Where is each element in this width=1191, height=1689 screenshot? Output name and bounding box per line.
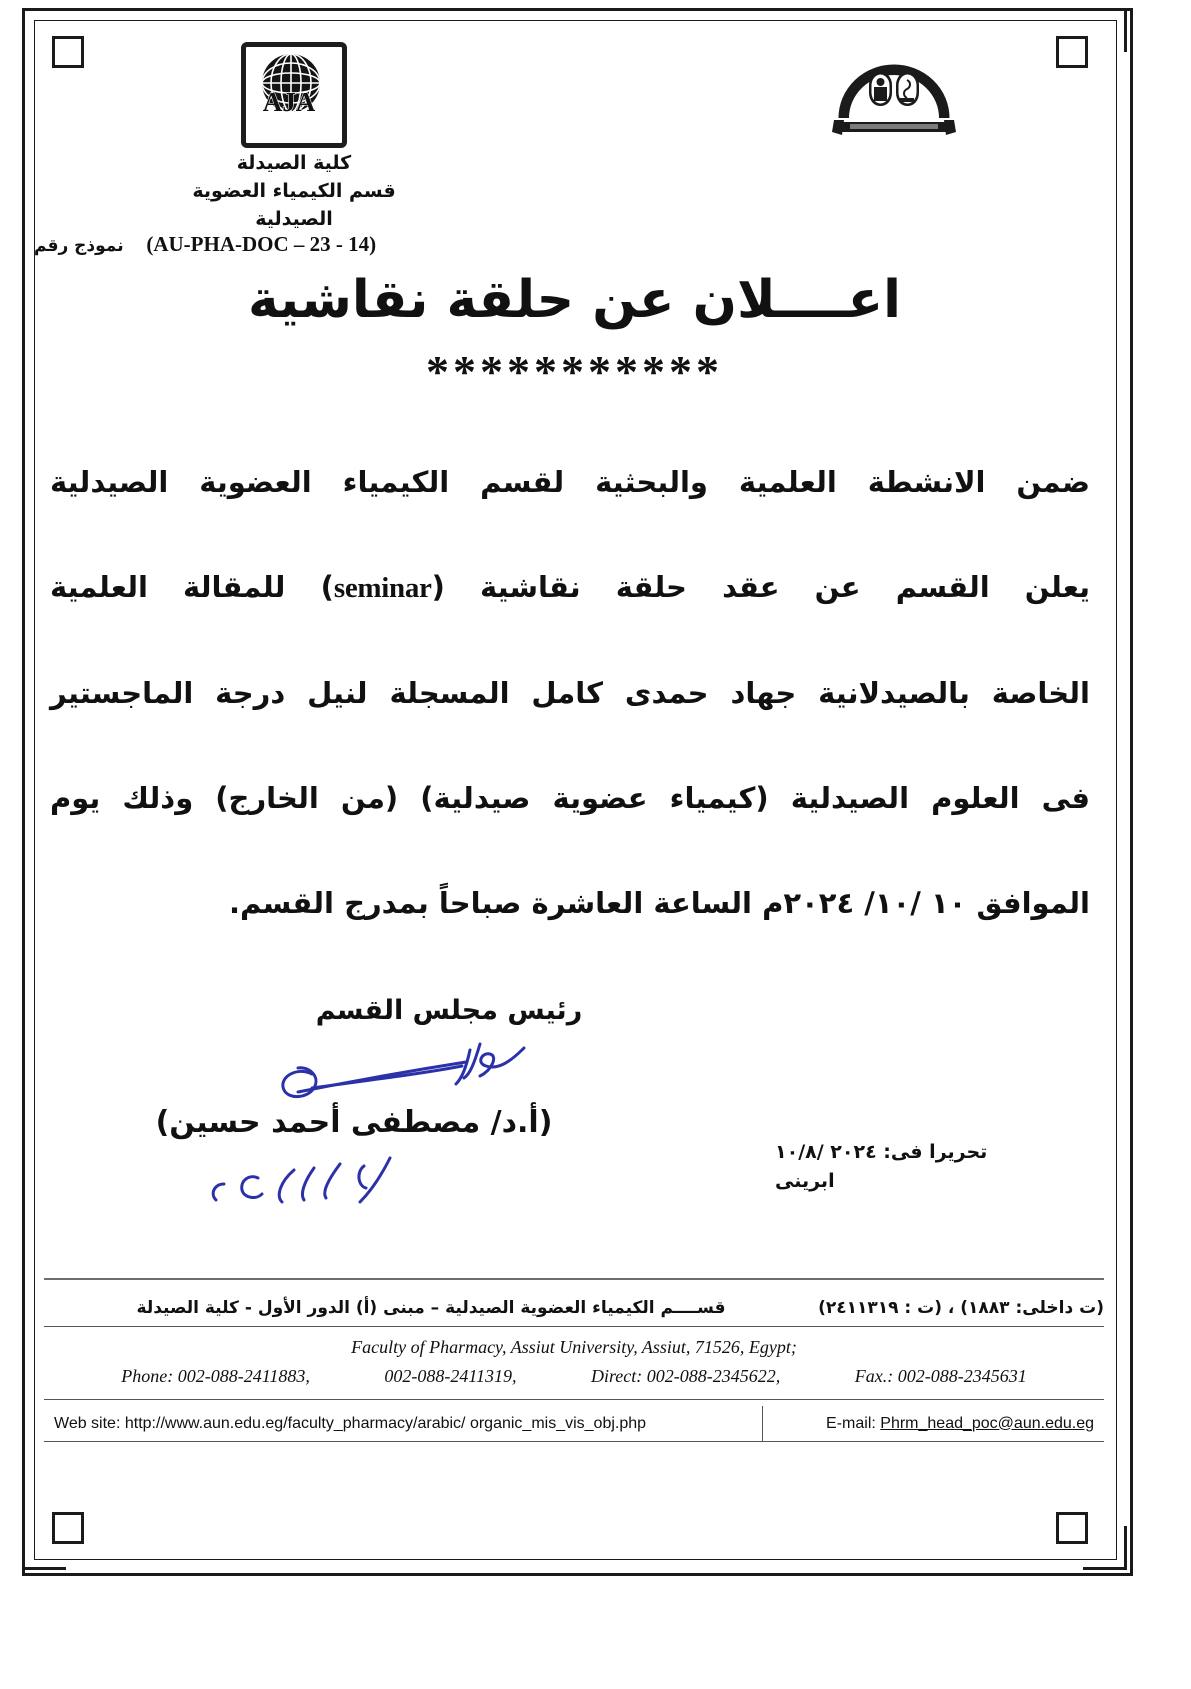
body-line-2-part-b: ) للمقالة العلمية: [50, 570, 334, 604]
document-page: [34, 20, 1115, 1558]
footer-faculty-address: Faculty of Pharmacy, Assiut University, Assiut, 71526, Egypt;: [351, 1337, 797, 1357]
body-line-3: الخاصة بالصيدلانية جهاد حمدى كامل المسجلة لنيل درجة الماجستير: [50, 676, 1090, 710]
department-name-line2: الصيدلية: [255, 208, 333, 231]
signatory-name: (أ.د/ مصطفى أحمد حسين): [155, 1105, 553, 1140]
footer-links-row: [44, 1406, 1104, 1442]
form-number-label: نموذج رقم: [34, 236, 124, 256]
university-seal-icon: [824, 40, 964, 150]
body-line-2-part-a: يعلن القسم عن عقد حلقة نقاشية (: [431, 570, 1090, 604]
aja-globe-logo-icon: [241, 42, 347, 148]
email-entry: [826, 1415, 1094, 1433]
footer-links-divider: [762, 1406, 763, 1442]
footer-department-address: قســــم الكيمياء العضوية الصيدلية – مبنى (أ) الدور الأول - كلية الصيدلة: [136, 1298, 726, 1318]
page-title: اعــــلان عن حلقة نقاشية: [248, 270, 901, 330]
footer-arabic-line: [44, 1288, 1104, 1328]
svg-text:AJA: AJA: [262, 87, 316, 117]
footer-english-address-box: [44, 1326, 1104, 1400]
handwritten-date-note: [154, 1150, 484, 1220]
issued-by: ابرينى: [775, 1169, 835, 1192]
footer-fax: Fax.: 002-088-2345631: [854, 1365, 1027, 1386]
website-link[interactable]: http://www.aun.edu.eg/faculty_pharmacy/arabic/ organic_mis_vis_obj.php: [124, 1414, 647, 1432]
body-line-1: ضمن الانشطة العلمية والبحثية لقسم الكيمياء العضوية الصيدلية: [50, 465, 1090, 499]
signature-role-label: رئيس مجلس القسم: [315, 995, 583, 1026]
form-number: [34, 232, 454, 257]
footer-top-rule: [44, 1278, 1104, 1280]
footer-direct-line: Direct: 002-088-2345622,: [590, 1365, 781, 1386]
body-line-4: فى العلوم الصيدلية (كيمياء عضوية صيدلية) (من الخارج) وذلك يوم: [50, 781, 1090, 815]
footer-phone-1: Phone: 002-088-2411883,: [121, 1365, 310, 1386]
form-number-code: (AU-PHA-DOC – 23 - 14): [146, 232, 377, 256]
email-label: E-mail:: [826, 1414, 876, 1432]
footer-phone-internal: (ت داخلى: ١٨٨٣) ، (ت : ٢٤١١٣١٩): [818, 1298, 1104, 1318]
footer-english-address: [44, 1327, 1104, 1399]
announcement-body: [50, 430, 1090, 956]
faculty-identity-block: [144, 42, 444, 232]
department-name-line1: قسم الكيمياء العضوية: [192, 180, 396, 203]
handwritten-signature: [224, 1030, 554, 1110]
body-line-2: [50, 535, 1090, 641]
seminar-keyword: seminar: [333, 572, 432, 604]
website-entry: [54, 1415, 646, 1433]
title-star-divider: ***********: [426, 346, 723, 397]
issued-date-block: [775, 1138, 1105, 1195]
footer-phone-2: 002-088-2411319,: [384, 1365, 517, 1386]
faculty-name: كلية الصيدلة: [236, 152, 352, 174]
footer-contact-row: [44, 1362, 1104, 1391]
issued-date: تحريرا فى: ٢٠٢٤ /١٠/٨: [775, 1141, 988, 1163]
email-link[interactable]: Phrm_head_poc@aun.edu.eg: [880, 1414, 1094, 1432]
website-label: Web site:: [54, 1414, 121, 1432]
body-line-5: الموافق ١٠ /١٠/ ٢٠٢٤م الساعة العاشرة صباحاً بمدرج القسم.: [229, 886, 1090, 920]
